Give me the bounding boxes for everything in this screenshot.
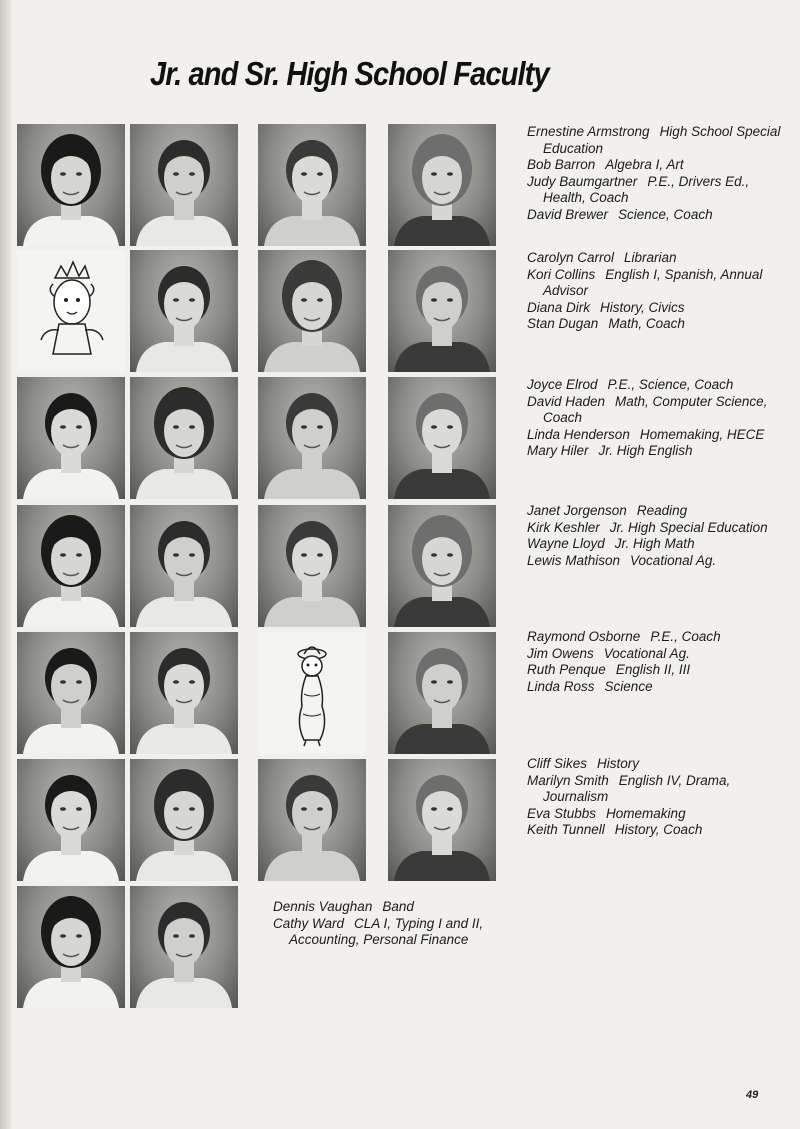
portrait-icon: [388, 124, 496, 246]
faculty-name: Lewis Mathison: [527, 552, 621, 568]
faculty-name: Eva Stubbs: [527, 805, 597, 821]
faculty-role: History, Civics: [600, 299, 685, 315]
faculty-photo: [258, 505, 366, 627]
portrait-icon: [17, 886, 125, 1008]
faculty-photo: [258, 124, 366, 246]
faculty-entry: [527, 427, 797, 444]
faculty-role: Homemaking: [606, 805, 686, 821]
faculty-role: CLA I, Typing I and II,: [354, 915, 484, 931]
faculty-photo: [130, 377, 238, 499]
caption-group: [527, 124, 797, 223]
faculty-role: P.E., Drivers Ed.,: [647, 173, 750, 189]
faculty-photo: [388, 377, 496, 499]
faculty-role: Math, Computer Science,: [615, 393, 768, 409]
faculty-role: Librarian: [624, 250, 677, 265]
faculty-name: David Haden: [527, 393, 606, 409]
faculty-role: P.E., Science, Coach: [607, 377, 734, 392]
faculty-role: P.E., Coach: [650, 629, 721, 644]
faculty-entry: [527, 536, 797, 553]
faculty-photo: [17, 124, 125, 246]
faculty-photo: [130, 124, 238, 246]
faculty-name: Linda Ross: [527, 678, 595, 694]
faculty-name: Janet Jorgenson: [527, 503, 627, 518]
portrait-icon: [388, 505, 496, 627]
faculty-name: Ruth Penque: [527, 662, 606, 677]
faculty-photo: [17, 632, 125, 754]
faculty-name: Kori Collins: [527, 266, 596, 282]
faculty-role: History, Coach: [614, 822, 703, 837]
faculty-role: History: [597, 756, 640, 771]
portrait-icon: [130, 505, 238, 627]
faculty-entry: [527, 124, 797, 141]
faculty-role: English I, Spanish, Annual: [605, 266, 763, 282]
faculty-photo: [388, 250, 496, 372]
faculty-name: Mary Hiler: [527, 443, 589, 458]
portrait-icon: [130, 377, 238, 499]
faculty-photo: [388, 759, 496, 881]
faculty-entry: [527, 250, 797, 267]
faculty-entry: [527, 662, 797, 679]
faculty-role-continued: Accounting, Personal Finance: [289, 932, 469, 947]
faculty-entry: [527, 174, 797, 191]
faculty-photo: [130, 505, 238, 627]
faculty-role: Algebra I, Art: [605, 157, 684, 172]
faculty-name: Judy Baumgartner: [527, 173, 638, 189]
portrait-icon: [130, 632, 238, 754]
faculty-name: Diana Dirk: [527, 299, 591, 315]
faculty-photo: [130, 886, 238, 1008]
portrait-icon: [17, 377, 125, 499]
portrait-icon: [258, 759, 366, 881]
faculty-name: Cathy Ward: [273, 915, 345, 931]
faculty-role-continued: Education: [543, 140, 604, 156]
faculty-role-continued: Advisor: [543, 283, 589, 298]
faculty-role: English IV, Drama,: [618, 772, 731, 788]
faculty-entry: [527, 443, 797, 460]
faculty-photo: [17, 759, 125, 881]
faculty-entry: [527, 756, 797, 773]
faculty-role: High School Special: [659, 124, 781, 139]
page-number: 49: [746, 1089, 759, 1101]
faculty-role: Math, Coach: [608, 316, 685, 331]
faculty-name: Raymond Osborne: [527, 629, 641, 644]
caption-group: [527, 629, 797, 695]
faculty-role-continued: Coach: [543, 410, 583, 425]
faculty-role-continued: Journalism: [543, 789, 609, 804]
faculty-photo: [130, 632, 238, 754]
portrait-icon: [258, 124, 366, 246]
faculty-entry: [527, 646, 797, 663]
faculty-role: Reading: [636, 503, 688, 518]
faculty-role: Jr. High Math: [614, 536, 695, 551]
faculty-name: Linda Henderson: [527, 426, 630, 442]
faculty-photo: [17, 505, 125, 627]
portrait-icon: [130, 886, 238, 1008]
faculty-photo: [388, 632, 496, 754]
faculty-name: Kirk Keshler: [527, 519, 600, 535]
portrait-icon: [130, 250, 238, 372]
faculty-entry: [527, 377, 797, 394]
faculty-entry: [527, 806, 797, 823]
faculty-entry: [527, 773, 797, 790]
faculty-entry: [527, 316, 797, 333]
faculty-entry: [527, 300, 797, 317]
portrait-icon: [388, 377, 496, 499]
faculty-name: Cliff Sikes: [527, 756, 588, 771]
portrait-icon: [130, 124, 238, 246]
faculty-role: Science: [604, 678, 653, 694]
cartoon-icon: [17, 250, 125, 372]
faculty-photo: [17, 377, 125, 499]
faculty-name: Marilyn Smith: [527, 772, 609, 788]
faculty-role: English II, III: [615, 662, 691, 677]
portrait-icon: [130, 759, 238, 881]
faculty-name: David Brewer: [527, 206, 609, 222]
faculty-photo: [17, 886, 125, 1008]
faculty-role: Science, Coach: [618, 206, 713, 222]
caption-group: [273, 899, 543, 949]
faculty-name: Dennis Vaughan: [273, 899, 373, 914]
faculty-name: Bob Barron: [527, 157, 596, 172]
faculty-entry: [527, 553, 797, 570]
caption-group: [527, 756, 797, 839]
faculty-name: Wayne Lloyd: [527, 536, 605, 551]
faculty-photo: [130, 759, 238, 881]
faculty-photo: [258, 250, 366, 372]
caption-group: [527, 250, 797, 333]
portrait-icon: [258, 250, 366, 372]
faculty-entry: [527, 394, 797, 411]
cartoon-lady-illustration: [258, 632, 366, 754]
portrait-icon: [388, 250, 496, 372]
caption-group: [527, 503, 797, 569]
faculty-photo: [258, 377, 366, 499]
faculty-name: Carolyn Carrol: [527, 250, 615, 265]
portrait-icon: [17, 124, 125, 246]
faculty-name: Ernestine Armstrong: [527, 124, 650, 139]
cartoon-icon: [258, 632, 366, 754]
page-binding-edge: [0, 0, 12, 1129]
faculty-role: Vocational Ag.: [630, 552, 717, 568]
faculty-name: Jim Owens: [527, 645, 594, 661]
portrait-icon: [388, 632, 496, 754]
portrait-icon: [388, 759, 496, 881]
faculty-entry: [527, 679, 797, 696]
faculty-name: Keith Tunnell: [527, 822, 605, 837]
faculty-entry: [527, 503, 797, 520]
portrait-icon: [17, 632, 125, 754]
faculty-entry: [527, 207, 797, 224]
faculty-photo: [258, 759, 366, 881]
faculty-role: Vocational Ag.: [603, 645, 690, 661]
faculty-entry: [273, 899, 543, 916]
portrait-icon: [17, 505, 125, 627]
faculty-photo: [388, 124, 496, 246]
cartoon-queen-illustration: [17, 250, 125, 372]
faculty-name: Stan Dugan: [527, 316, 599, 331]
faculty-photo: [388, 505, 496, 627]
faculty-entry: [527, 267, 797, 284]
portrait-icon: [17, 759, 125, 881]
faculty-entry: [273, 916, 543, 933]
caption-group: [527, 377, 797, 460]
faculty-entry: [527, 822, 797, 839]
faculty-name: Joyce Elrod: [527, 377, 598, 392]
portrait-icon: [258, 377, 366, 499]
faculty-entry: [527, 157, 797, 174]
faculty-entry: [527, 520, 797, 537]
faculty-role: Band: [382, 899, 414, 914]
faculty-role: Jr. High English: [598, 443, 693, 458]
faculty-role-continued: Health, Coach: [543, 190, 629, 205]
portrait-icon: [258, 505, 366, 627]
faculty-photo: [130, 250, 238, 372]
faculty-role: Jr. High Special Education: [609, 519, 768, 535]
faculty-entry: [527, 629, 797, 646]
faculty-role: Homemaking, HECE: [639, 426, 765, 442]
page-title: Jr. and Sr. High School Faculty: [150, 55, 549, 92]
